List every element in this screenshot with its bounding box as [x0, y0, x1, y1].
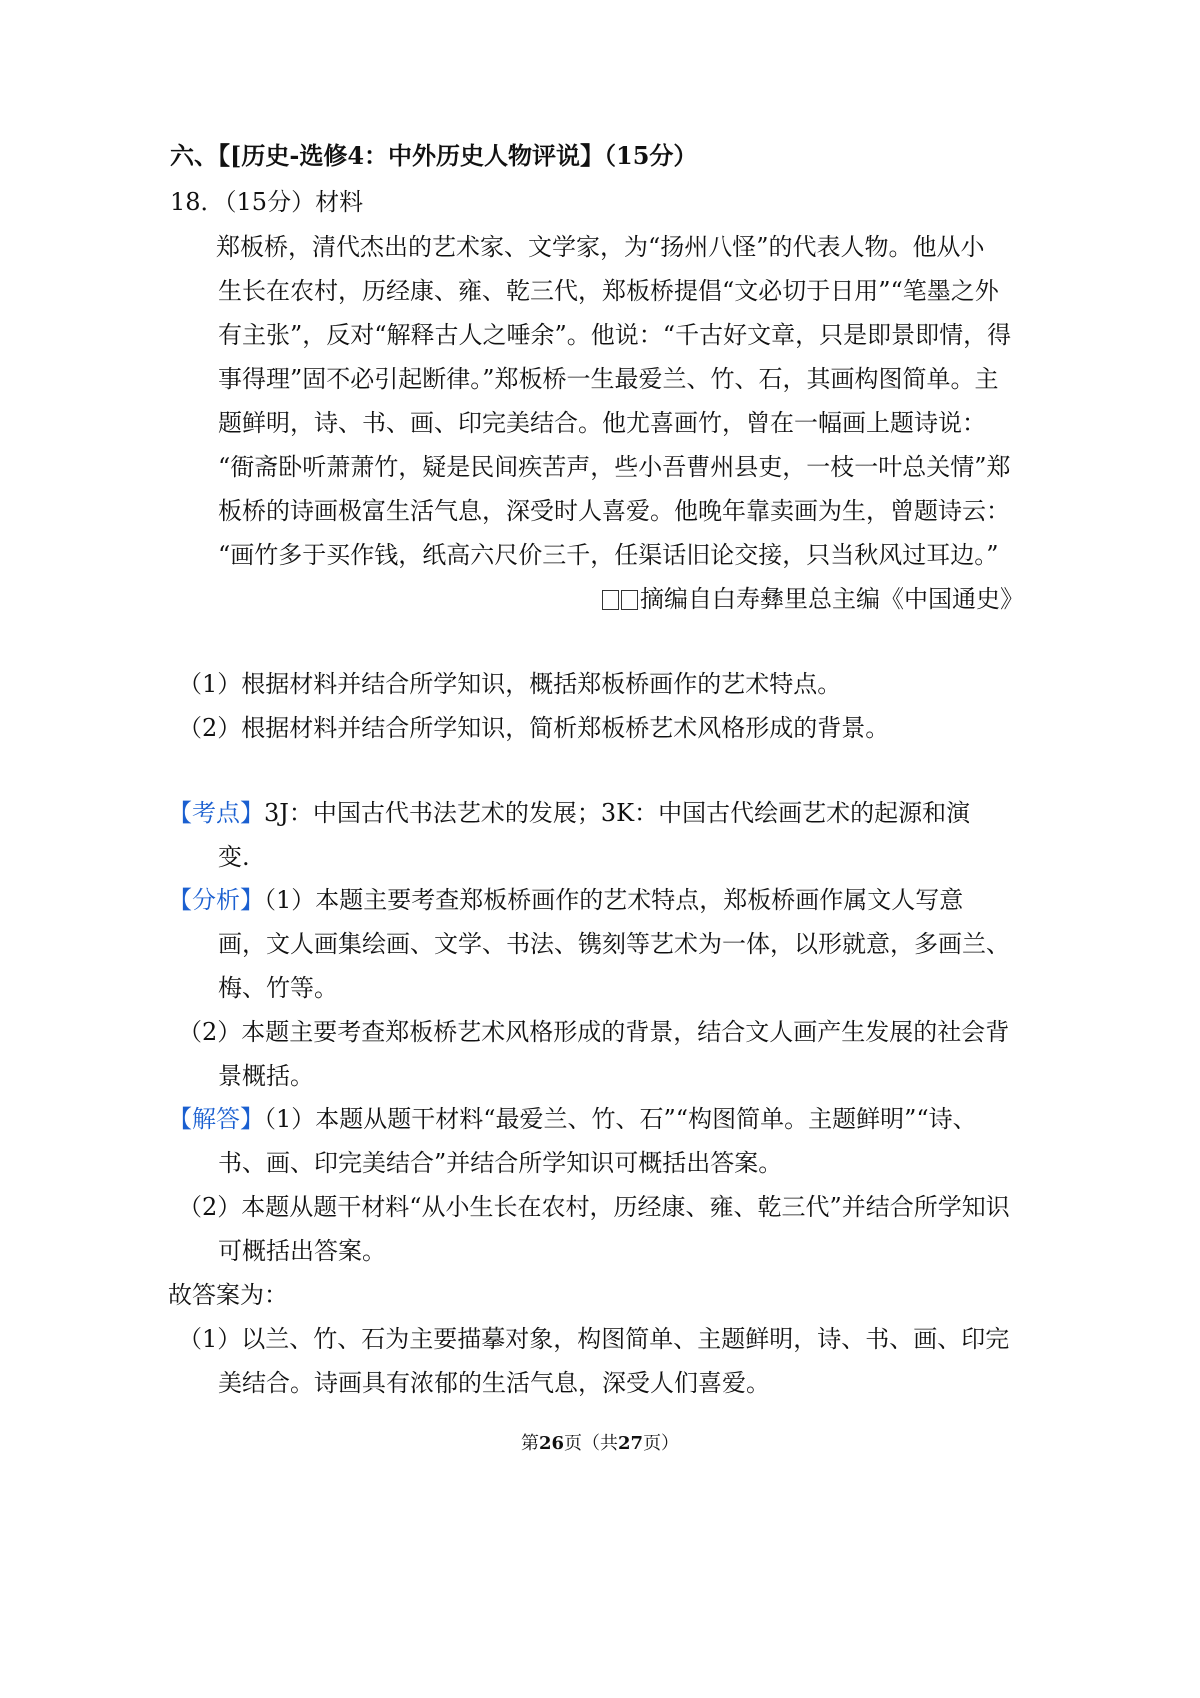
material-line: 生长在农村，历经康、雍、乾三代，郑板桥提倡“文必切于日用”“笔墨之外 — [218, 277, 999, 305]
footer-prefix: 第 — [520, 1433, 539, 1454]
fenxi-text: （1）本题主要考查郑板桥画作的艺术特点，郑板桥画作属文人写意 — [264, 886, 964, 914]
section-title: 六、【[历史-选修4：中外历史人物评说】（15分） — [170, 141, 698, 170]
answer-line-2: 美结合。诗画具有浓郁的生活气息，深受人们喜爱。 — [218, 1369, 770, 1397]
kaodian-line-2: 变. — [218, 843, 250, 871]
source-text: 摘编自白寿彝里总主编《中国通史》 — [640, 585, 1024, 613]
missing-glyph-box — [602, 590, 619, 610]
jieda-text: （1）本题从题干材料“最爱兰、竹、石”“构图简单。主题鲜明”“诗、 — [264, 1105, 977, 1133]
missing-glyph-box — [621, 590, 638, 610]
material-line: “衙斋卧听萧萧竹，疑是民间疾苦声，些小吾曹州县吏，一枝一叶总关情”郑 — [218, 453, 1011, 481]
question-header: 18．（15分）材料 — [170, 188, 364, 216]
jieda-tag: 【解答】 — [168, 1105, 264, 1133]
fenxi-line-4: （2）本题主要考查郑板桥艺术风格形成的背景，结合文人画产生发展的社会背 — [178, 1018, 1010, 1046]
kaodian-text: 3J：中国古代书法艺术的发展；3K：中国古代绘画艺术的起源和演 — [264, 799, 971, 827]
page-footer — [0, 1432, 1200, 1456]
jieda-line-2: 书、画、印完美结合”并结合所学知识可概括出答案。 — [218, 1149, 783, 1177]
footer-suffix: 页） — [643, 1433, 680, 1454]
jieda-line-3: （2）本题从题干材料“从小生长在农村，历经康、雍、乾三代”并结合所学知识 — [178, 1193, 1010, 1221]
material-line: 板桥的诗画极富生活气息，深受时人喜爱。他晚年靠卖画为生，曾题诗云： — [218, 497, 1010, 525]
footer-total-pages: 27 — [618, 1433, 644, 1454]
footer-middle: 页（共 — [564, 1433, 618, 1454]
material-line: 郑板桥，清代杰出的艺术家、文学家，为“扬州八怪”的代表人物。他从小 — [216, 233, 985, 261]
answer-line-1: （1）以兰、竹、石为主要描摹对象，构图简单、主题鲜明，诗、书、画、印完 — [178, 1325, 1010, 1353]
fenxi-line-2: 画，文人画集绘画、文学、书法、镌刻等艺术为一体，以形就意，多画兰、 — [218, 930, 1010, 958]
material-line: 事得理”固不必引起断律。”郑板桥一生最爱兰、竹、石，其画构图简单。主 — [218, 365, 999, 393]
answer-label: 故答案为： — [168, 1281, 288, 1309]
fenxi-line-3: 梅、竹等。 — [218, 974, 338, 1002]
question-item: （2）根据材料并结合所学知识，简析郑板桥艺术风格形成的背景。 — [178, 714, 890, 742]
kaodian-line — [168, 797, 970, 829]
kaodian-tag: 【考点】 — [168, 799, 264, 827]
jieda-line-4: 可概括出答案。 — [218, 1237, 386, 1265]
source-citation — [602, 583, 1024, 615]
fenxi-line-5: 景概括。 — [218, 1062, 314, 1090]
fenxi-line — [168, 884, 963, 916]
material-line: 有主张”，反对“解释古人之唾余”。他说：“千古好文章，只是即景即情，得 — [218, 321, 1012, 349]
fenxi-tag: 【分析】 — [168, 886, 264, 914]
footer-page-number: 26 — [538, 1433, 564, 1454]
material-line: 题鲜明，诗、书、画、印完美结合。他尤喜画竹，曾在一幅画上题诗说： — [218, 409, 986, 437]
jieda-line — [168, 1103, 977, 1135]
question-item: （1）根据材料并结合所学知识，概括郑板桥画作的艺术特点。 — [178, 670, 842, 698]
material-line: “画竹多于买作钱，纸高六尺价三千，任渠话旧论交接，只当秋风过耳边。” — [218, 541, 999, 569]
